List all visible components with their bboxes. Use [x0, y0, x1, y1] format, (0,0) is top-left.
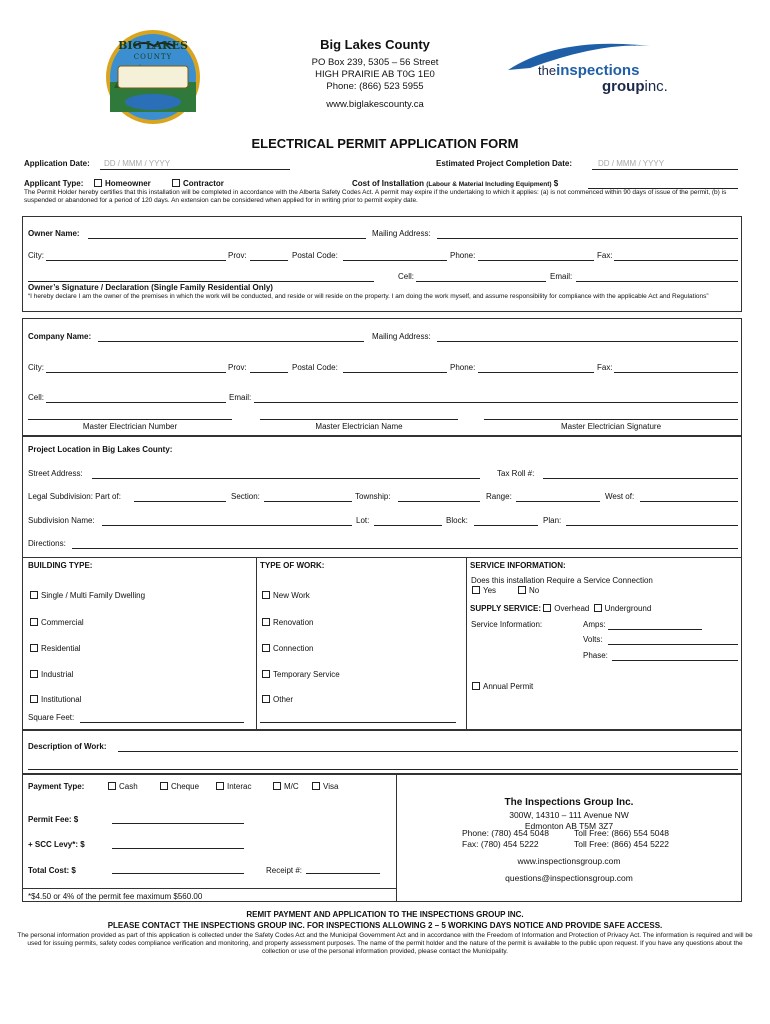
application-date-placeholder: DD / MMM / YYYY — [104, 159, 171, 168]
cost-label: Cost of Installation — [352, 179, 424, 188]
work-renovation-label: Renovation — [273, 618, 314, 627]
owner-prov-field[interactable] — [250, 251, 288, 261]
underground-checkbox[interactable] — [594, 604, 602, 612]
owner-postal-label: Postal Code: — [292, 251, 338, 260]
receipt-label: Receipt #: — [266, 866, 303, 875]
company-phone-field[interactable] — [478, 363, 594, 373]
master-electrician-signature-field[interactable] — [484, 410, 738, 420]
payment-mc-label: M/C — [284, 782, 299, 791]
company-name-label: Company Name: — [28, 332, 92, 341]
directions-label: Directions: — [28, 539, 66, 548]
company-postal-label: Postal Code: — [292, 363, 338, 372]
owner-signature-heading: Owner’s Signature / Declaration (Single Family Residential Only) — [28, 283, 273, 292]
receipt-field[interactable] — [306, 864, 380, 874]
county-address-line2: HIGH PRAIRIE AB T0G 1E0 — [315, 68, 435, 80]
cost-field[interactable] — [588, 179, 738, 189]
owner-city-label: City: — [28, 251, 44, 260]
building-type-heading: BUILDING TYPE: — [28, 561, 93, 570]
work-connection-label: Connection — [273, 644, 314, 653]
owner-fax-label: Fax: — [597, 251, 613, 260]
tig-inspections: inspections — [556, 62, 640, 79]
company-email-field[interactable] — [254, 393, 738, 403]
company-fax-field[interactable] — [614, 363, 738, 373]
legal-subdivision-label: Legal Subdivision: Part of: — [28, 492, 121, 501]
plan-field[interactable] — [566, 516, 738, 526]
payment-type-label: Payment Type: — [28, 782, 85, 791]
company-prov-field[interactable] — [250, 363, 288, 373]
permit-fee-label: Permit Fee: $ — [28, 815, 79, 824]
company-email-label: Email: — [229, 393, 252, 402]
company-postal-field[interactable] — [343, 363, 447, 373]
payment-mc-checkbox[interactable] — [273, 782, 281, 790]
building-industrial-label: Industrial — [41, 670, 74, 679]
master-electrician-signature-label: Master Electrician Signature — [560, 422, 662, 431]
owner-fax-field[interactable] — [614, 251, 738, 261]
payment-interac-checkbox[interactable] — [216, 782, 224, 790]
scc-footnote: *$4.50 or 4% of the permit fee maximum $560.00 — [28, 892, 203, 901]
amps-field[interactable] — [608, 620, 702, 630]
inspections-group-logo — [500, 40, 690, 100]
privacy-notice: The personal information provided as part of this application is collected under the Safety Codes Act and the Municipal Government Act and in accordance with the Freedom of Information and Protection of Privacy Act. The information is required and will be used for issuing permits, safety codes compliance verification and monitoring, and property assessment purposes. The name of the permit holder and the nature of the permit is available to the public upon request. If you have any questions about the collection or use of the personal information provided, please contact the Municipality. — [17, 932, 753, 956]
owner-name-field[interactable] — [88, 229, 366, 239]
cost-note: (Labour & Material Including Equipment) — [426, 181, 552, 188]
payment-cheque-checkbox[interactable] — [160, 782, 168, 790]
owner-cell-label: Cell: — [398, 272, 415, 281]
section-label: Section: — [231, 492, 260, 501]
service-info-label: Service Information: — [471, 620, 543, 629]
tig-contact-phone: Phone: (780) 454 5048 — [462, 828, 549, 838]
owner-cell-field[interactable] — [416, 272, 546, 282]
company-name-field[interactable] — [98, 332, 364, 342]
subdivision-name-label: Subdivision Name: — [28, 516, 95, 525]
owner-prov-label: Prov: — [228, 251, 247, 260]
owner-declaration: “I hereby declare I am the owner of the premises in which the work will be conducted, and reside or will reside on the property. I am doing the work myself, and assume responsibility for compliance with the applicable Act and Regulations” — [28, 293, 709, 300]
square-feet-label: Square Feet: — [28, 713, 75, 722]
owner-postal-field[interactable] — [343, 251, 447, 261]
master-electrician-name-field[interactable] — [260, 410, 458, 420]
tax-roll-field[interactable] — [543, 469, 738, 479]
work-other-field[interactable] — [260, 713, 456, 723]
contractor-checkbox[interactable] — [172, 179, 180, 187]
owner-phone-field[interactable] — [478, 251, 594, 261]
payment-cheque-label: Cheque — [171, 782, 200, 791]
county-phone: Phone: (866) 523 5955 — [326, 80, 424, 92]
owner-phone-label: Phone: — [450, 251, 476, 260]
volts-field[interactable] — [608, 635, 738, 645]
annual-permit-label: Annual Permit — [483, 682, 534, 691]
block-label: Block: — [446, 516, 468, 525]
payment-cash-checkbox[interactable] — [108, 782, 116, 790]
homeowner-checkbox[interactable] — [94, 179, 102, 187]
supply-service-label: SUPPLY SERVICE: — [470, 604, 541, 613]
scc-levy-label: + SCC Levy*: $ — [28, 840, 85, 849]
street-address-field[interactable] — [92, 469, 480, 479]
section-field[interactable] — [264, 492, 352, 502]
tig-the: the — [538, 63, 557, 78]
county-website: www.biglakescounty.ca — [326, 98, 424, 110]
contractor-label: Contractor — [183, 179, 224, 188]
company-mailing-field[interactable] — [437, 332, 738, 342]
payment-interac-label: Interac — [227, 782, 252, 791]
tig-contact-address2: Edmonton AB T5M 3Z7 — [524, 821, 614, 831]
lot-field[interactable] — [374, 516, 442, 526]
remit-notice: REMIT PAYMENT AND APPLICATION TO THE INSPECTIONS GROUP INC. — [246, 910, 524, 919]
overhead-checkbox[interactable] — [543, 604, 551, 612]
scc-levy-field[interactable] — [112, 839, 244, 849]
description-field-1[interactable] — [118, 742, 738, 752]
tig-contact-name: The Inspections Group Inc. — [504, 797, 634, 808]
work-new-checkbox[interactable] — [262, 591, 270, 599]
owner-signature-field[interactable] — [28, 272, 374, 282]
service-yes-checkbox[interactable] — [472, 586, 480, 594]
description-label: Description of Work: — [28, 742, 107, 751]
township-label: Township: — [355, 492, 391, 501]
building-institutional-label: Institutional — [41, 695, 82, 704]
owner-email-label: Email: — [550, 272, 573, 281]
subdivision-name-field[interactable] — [102, 516, 352, 526]
work-temporary-checkbox[interactable] — [262, 670, 270, 678]
building-institutional-checkbox[interactable] — [30, 695, 38, 703]
company-fax-label: Fax: — [597, 363, 613, 372]
work-other-checkbox[interactable] — [262, 695, 270, 703]
building-residential-label: Residential — [41, 644, 81, 653]
tig-contact-address1: 300W, 14310 – 111 Avenue NW — [509, 810, 629, 820]
location-heading: Project Location in Big Lakes County: — [28, 445, 173, 454]
work-temporary-label: Temporary Service — [273, 670, 340, 679]
phase-field[interactable] — [612, 651, 738, 661]
payment-cash-label: Cash — [119, 782, 138, 791]
completion-date-placeholder: DD / MMM / YYYY — [598, 159, 665, 168]
tig-contact-fax: Fax: (780) 454 5222 — [462, 839, 539, 849]
homeowner-label: Homeowner — [105, 179, 151, 188]
application-date-label: Application Date: — [24, 159, 90, 168]
owner-email-field[interactable] — [576, 272, 738, 282]
building-residential-checkbox[interactable] — [30, 644, 38, 652]
building-commercial-checkbox[interactable] — [30, 618, 38, 626]
phase-label: Phase: — [583, 651, 608, 660]
service-info-heading: SERVICE INFORMATION: — [470, 561, 566, 570]
master-electrician-number-label: Master Electrician Number — [82, 422, 178, 431]
inspection-notice: PLEASE CONTACT THE INSPECTIONS GROUP INC. FOR INSPECTIONS ALLOWING 2 – 5 WORKING DAYS NOTICE AND PROVIDE SAFE ACCESS. — [107, 921, 663, 930]
township-field[interactable] — [398, 492, 480, 502]
building-industrial-checkbox[interactable] — [30, 670, 38, 678]
tig-inc: inc. — [644, 78, 668, 95]
company-cell-field[interactable] — [46, 393, 226, 403]
completion-date-label: Estimated Project Completion Date: — [436, 159, 573, 168]
service-no-checkbox[interactable] — [518, 586, 526, 594]
square-feet-field[interactable] — [80, 713, 244, 723]
logo-text-bottom: COUNTY — [133, 53, 173, 61]
service-connection-question: Does this installation Require a Service Connection — [471, 576, 653, 585]
directions-field[interactable] — [72, 539, 738, 549]
west-of-field[interactable] — [640, 492, 738, 502]
form-title: ELECTRICAL PERMIT APPLICATION FORM — [251, 136, 519, 151]
lot-label: Lot: — [356, 516, 370, 525]
range-label: Range: — [486, 492, 512, 501]
overhead-label: Overhead — [554, 604, 590, 613]
payment-visa-checkbox[interactable] — [312, 782, 320, 790]
owner-mailing-field[interactable] — [437, 229, 738, 239]
work-new-label: New Work — [273, 591, 310, 600]
logo-text-top: BIG LAKES — [118, 39, 188, 52]
street-address-label: Street Address: — [28, 469, 83, 478]
annual-permit-checkbox[interactable] — [472, 682, 480, 690]
west-of-label: West of: — [605, 492, 635, 501]
tax-roll-label: Tax Roll #: — [497, 469, 535, 478]
master-electrician-number-field[interactable] — [28, 410, 232, 420]
work-connection-checkbox[interactable] — [262, 644, 270, 652]
tig-group: group — [602, 78, 645, 95]
work-type-heading: TYPE OF WORK: — [260, 561, 325, 570]
company-phone-label: Phone: — [450, 363, 476, 372]
total-cost-field[interactable] — [112, 864, 244, 874]
company-cell-label: Cell: — [28, 393, 45, 402]
tig-contact-tollfree-fax: Toll Free: (866) 454 5222 — [574, 839, 669, 849]
tig-contact-website[interactable]: www.inspectionsgroup.com — [517, 856, 621, 866]
company-city-field[interactable] — [46, 363, 226, 373]
owner-mailing-label: Mailing Address: — [372, 229, 431, 238]
permit-fee-field[interactable] — [112, 814, 244, 824]
total-cost-label: Total Cost: $ — [28, 866, 76, 875]
master-electrician-name-label: Master Electrician Name — [315, 422, 403, 431]
volts-label: Volts: — [583, 635, 603, 644]
work-renovation-checkbox[interactable] — [262, 618, 270, 626]
company-city-label: City: — [28, 363, 44, 372]
plan-label: Plan: — [543, 516, 562, 525]
payment-visa-label: Visa — [323, 782, 339, 791]
building-commercial-label: Commercial — [41, 618, 84, 627]
owner-name-label: Owner Name: — [28, 229, 80, 238]
applicant-type-label: Applicant Type: — [24, 179, 84, 188]
county-name: Big Lakes County — [320, 37, 430, 52]
owner-city-field[interactable] — [46, 251, 226, 261]
legal-part-field[interactable] — [134, 492, 226, 502]
company-mailing-label: Mailing Address: — [372, 332, 431, 341]
work-other-label: Other — [273, 695, 294, 704]
description-field-2[interactable] — [28, 760, 738, 770]
underground-label: Underground — [604, 604, 652, 613]
service-yes-label: Yes — [483, 586, 497, 595]
certification-text: The Permit Holder hereby certifies that this installation will be completed in accordance with the Alberta Safety Codes Act. A permit may expire if the undertaking to which it applies: (a) is not commenced within 90 days of issue of the permit, (b) is suspended or abandoned for a period of 120 days. An extension can be considered when applied for in writing prior to permit expiry date. — [24, 189, 727, 205]
service-no-label: No — [529, 586, 540, 595]
building-single-label: Single / Multi Family Dwelling — [41, 591, 146, 600]
tig-contact-email[interactable]: questions@inspectionsgroup.com — [505, 873, 633, 883]
block-field[interactable] — [474, 516, 538, 526]
cost-dollar: $ — [553, 179, 559, 188]
company-prov-label: Prov: — [228, 363, 247, 372]
building-single-checkbox[interactable] — [30, 591, 38, 599]
amps-label: Amps: — [583, 620, 606, 629]
tig-contact-tollfree-phone: Toll Free: (866) 554 5048 — [574, 828, 669, 838]
range-field[interactable] — [516, 492, 600, 502]
county-address-line1: PO Box 239, 5305 – 56 Street — [311, 56, 439, 68]
